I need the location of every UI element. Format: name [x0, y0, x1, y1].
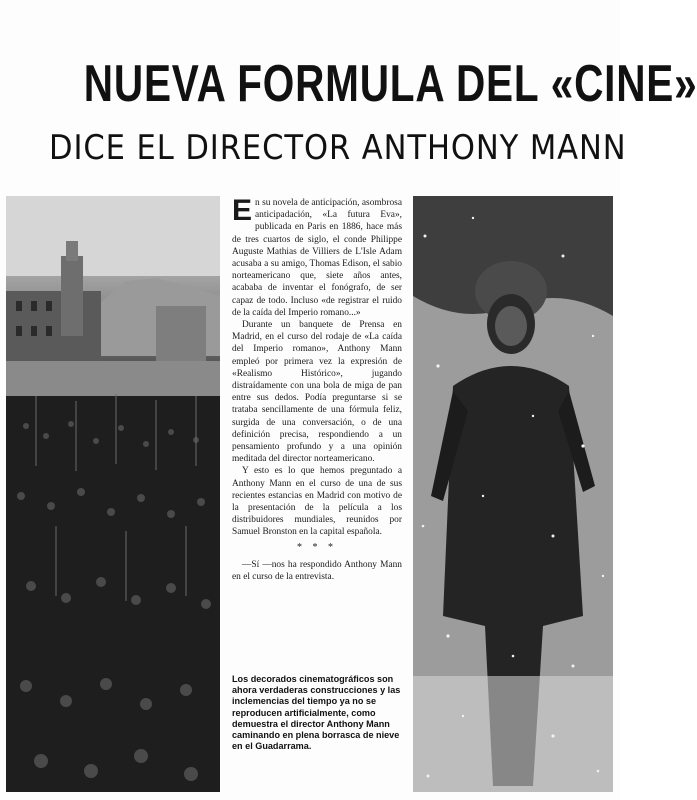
article-paragraph-1: En su novela de anticipación, asombrosa anticipadación, «La futura Eva», publicada en Paris en 1886, hace más de tres cuartos de siglo, el conde Philippe Auguste Mathias de Villiers de L'Isle Adam acusaba a su amigo, Thomas Edison, el sabio norteamericano que, siete años antes, acababa de inventar el fonógrafo, de ser capaz de todo. Incluso «de registrar el ruido de la caída del Imperio romano...» — [232, 194, 402, 318]
section-separator: * * * — [297, 541, 337, 553]
photo-director-snow — [413, 196, 613, 792]
article-paragraph-4: —Sí —nos ha respondido Anthony Mann en el curso de la entrevista. — [232, 559, 402, 582]
article-paragraph-3: Y esto es lo que hemos preguntado a Anthony Mann en el curso de una de sus recientes estancias en Madrid con motivo de la presentación de la película a los distribuidores mundiales, reunidos por Samuel Bronston en la capital española. — [232, 466, 402, 538]
photo-fortress-army — [6, 196, 220, 792]
headline: NUEVA FORMULA DEL «CINE» — [83, 55, 697, 113]
photo-caption: Los decorados cinematográficos son ahora verdaderas construcciones y las inclemencias del tiempo ya no se reproducen artificialmente, como demuestra el director Anthony Mann caminando en plena borrasca de nieve en el Guadarrama. — [232, 674, 401, 752]
dropcap: E — [232, 194, 253, 227]
article-body — [232, 194, 402, 583]
subheadline: DICE EL DIRECTOR ANTHONY MANN — [49, 128, 627, 168]
article-paragraph-2: Durante un banquete de Prensa en Madrid, en el curso del rodaje de «La caída del Imperio romano», Anthony Mann empleó por primera vez la expresión de «Realismo Histórico», jugando distraídamente con una bola de miga de pan entre sus dedos. Podía preguntarse si se trataba sencillamente de una fórmula feliz, surgida de una conversación, o de una definición precisa, respondiendo a un pensamiento profundo y a una opinión meditada del director norteamericano. — [232, 320, 402, 465]
